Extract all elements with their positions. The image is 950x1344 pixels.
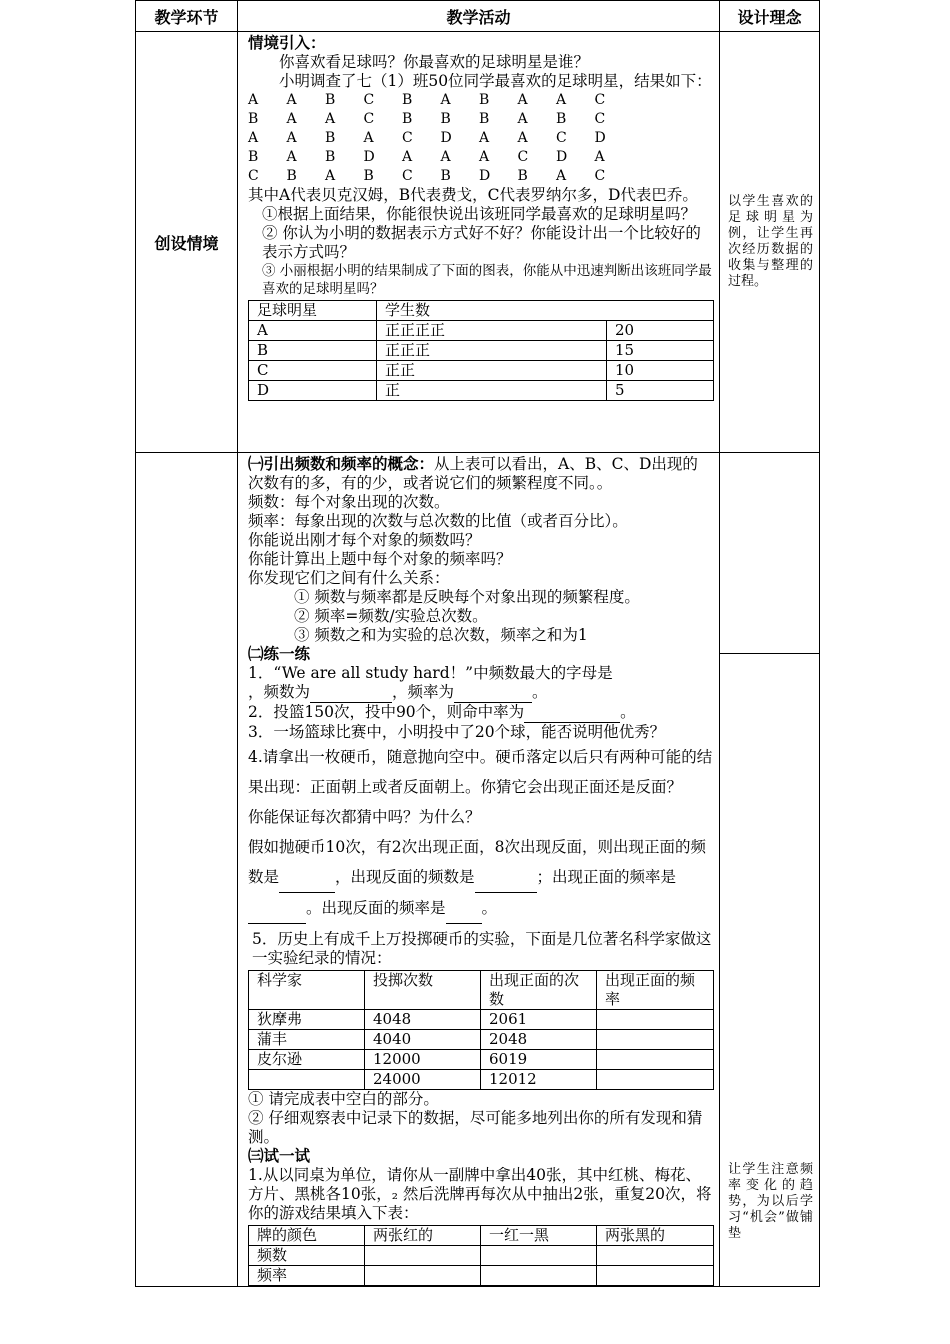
letter-cell: C — [517, 149, 529, 165]
coin-cell: 12000 — [365, 1050, 481, 1070]
letter-cell: A — [517, 111, 528, 127]
coin-cell: 4048 — [365, 1010, 481, 1030]
ask-3: 你发现它们之间有什么关系： — [248, 569, 450, 587]
card-blank-cell[interactable] — [481, 1246, 597, 1266]
coin-blank-cell[interactable] — [597, 1050, 714, 1070]
header-idea: 设计理念 — [720, 1, 820, 32]
letter-cell: A — [248, 130, 259, 146]
def-frequency: 频数：每个对象出现的次数。 — [248, 493, 450, 511]
count-cell: 10 — [607, 361, 714, 381]
task-2: ② 仔细观察表中记录下的数据，尽可能多地列出你的所有发现和猜测。 — [248, 1109, 703, 1146]
question-2: ② 你认为小明的数据表示方式好不好？你能设计出一个比较好的表示方式吗？ — [262, 224, 701, 261]
count-cell: 15 — [607, 341, 714, 361]
letter-cell: B — [248, 149, 259, 165]
table-row — [249, 321, 714, 341]
concepts-idea: 让学生注意频率变化的趋势，为以后学习“机会”做铺垫 — [728, 1162, 813, 1241]
star-table — [248, 300, 714, 401]
letter-row — [248, 110, 713, 129]
coin-blank-cell — [249, 1070, 365, 1090]
letter-cell: A — [286, 111, 297, 127]
table-row — [249, 381, 714, 401]
letter-cell: B — [556, 111, 567, 127]
coin-cell: 6019 — [481, 1050, 597, 1070]
exercise-5: 5．历史上有成千上万投掷硬币的实验，下面是几位著名科学家做这一实验纪录的情况： — [252, 930, 712, 967]
ask-2: 你能计算出上题中每个对象的频率吗？ — [248, 550, 512, 568]
situation-idea: 以学生喜欢的足球明星为例，让学生再次经历数据的收集与整理的过程。 — [728, 194, 813, 289]
coin-cell: 12012 — [481, 1070, 597, 1090]
ex1-end: 。 — [532, 683, 548, 701]
letter-cell: C — [594, 111, 606, 127]
blank-field[interactable] — [454, 683, 532, 703]
ask-1: 你能说出刚才每个对象的频数吗？ — [248, 531, 481, 549]
part1-title: ㈠引出频数和频率的概念： — [248, 455, 435, 473]
exercise-1a: 1．“We are all study hard！”中频数最大的字母是 — [248, 664, 613, 682]
tally-cell: 正正正正 — [377, 321, 607, 341]
relation-3: ③ 频数之和为实验的总次数，频率之和为1 — [294, 626, 588, 644]
exercise-4: 4.请拿出一枚硬币，随意抛向空中。硬币落定以后只有两种可能的结果出现：正面朝上或者反面朝上。你猜它会出现正面还是反面？ — [248, 748, 713, 796]
coin-header: 科学家 — [249, 971, 365, 1010]
coin-header: 出现正面的次数 — [481, 971, 597, 1010]
lesson-plan-table — [135, 0, 820, 1287]
ex1-label-rate: ，频率为 — [392, 683, 455, 701]
letter-cell: B — [402, 92, 413, 108]
letter-cell: B — [248, 111, 259, 127]
letter-cell: B — [286, 168, 297, 184]
header-row — [136, 1, 820, 32]
coin-blank-cell[interactable] — [597, 1070, 714, 1090]
situation-title: 情境引入： — [248, 34, 326, 52]
letter-cell: D — [479, 168, 491, 184]
ex4c-text-2: ，出现反面的频数是 — [335, 868, 475, 886]
letter-cell: B — [402, 111, 413, 127]
letter-cell: A — [517, 92, 528, 108]
coin-cell: 24000 — [365, 1070, 481, 1090]
try-1: 1.从以同桌为单位，请你从一副牌中拿出40张，其中红桃、梅花、方片、黑桃各10张，₂ 然后洗牌再每次从中抽出2张，重复20次，将你的游戏结果填入下表： — [248, 1166, 712, 1222]
count-cell: 5 — [607, 381, 714, 401]
card-blank-cell[interactable] — [365, 1246, 481, 1266]
coin-table — [248, 970, 714, 1090]
relation-1: ① 频数与频率都是反映每个对象出现的频繁程度。 — [294, 588, 640, 606]
card-blank-cell[interactable] — [597, 1246, 714, 1266]
card-blank-cell[interactable] — [481, 1266, 597, 1286]
letter-cell: D — [594, 130, 606, 146]
count-cell: 20 — [607, 321, 714, 341]
letter-cell: C — [594, 92, 606, 108]
coin-header: 投掷次数 — [365, 971, 481, 1010]
letter-cell: A — [479, 130, 490, 146]
card-row-label: 频数 — [249, 1246, 365, 1266]
blank-field[interactable] — [310, 683, 392, 703]
situation-content — [238, 32, 720, 453]
letter-cell: C — [402, 168, 413, 184]
blank-field[interactable] — [248, 893, 306, 924]
star-cell: A — [249, 321, 377, 341]
def-rate: 频率：每象出现的次数与总次数的比值（或者百分比）。 — [248, 512, 628, 530]
stage-empty — [136, 453, 238, 1287]
count-header: 学生数 — [377, 301, 714, 321]
letter-cell: B — [325, 130, 336, 146]
star-cell: B — [249, 341, 377, 361]
exercise-2 — [248, 703, 713, 723]
blank-field[interactable] — [524, 703, 620, 723]
ex2-text: 2．投篮150次，投中90个，则命中率为 — [248, 703, 525, 721]
letter-cell: B — [325, 149, 336, 165]
exercise-4b: 你能保证每次都猜中吗？为什么？ — [248, 808, 481, 826]
letter-cell: B — [363, 168, 374, 184]
ex2-end: 。 — [620, 703, 636, 721]
letter-cell: C — [363, 111, 375, 127]
letter-cell: B — [440, 168, 451, 184]
question-1: ①根据上面结果，你能很快说出该班同学最喜欢的足球明星吗？ — [262, 205, 697, 223]
blank-field[interactable] — [475, 862, 537, 893]
letter-cell: B — [440, 111, 451, 127]
letter-cell: A — [286, 149, 297, 165]
letter-cell: A — [594, 149, 605, 165]
section-concepts — [136, 453, 820, 1287]
card-header: 两张红的 — [365, 1226, 481, 1246]
table-row — [249, 1070, 714, 1090]
letter-cell: A — [479, 149, 490, 165]
letter-cell: B — [325, 92, 336, 108]
table-row — [249, 341, 714, 361]
part1-text: 从上表可以看出，A、B、C、D出现的次数有的多，有的少，或者说它们的频繁程度不同。。 — [248, 455, 698, 492]
letter-cell: D — [363, 149, 375, 165]
table-row — [249, 1266, 714, 1286]
letter-cell: A — [286, 92, 297, 108]
header-activity: 教学活动 — [238, 1, 720, 32]
coin-cell: 2061 — [481, 1010, 597, 1030]
table-row — [249, 1050, 714, 1070]
tally-cell: 正 — [377, 381, 607, 401]
blank-field[interactable] — [279, 862, 335, 893]
coin-cell: 4040 — [365, 1030, 481, 1050]
letter-cell: C — [402, 130, 413, 146]
letter-cell: A — [556, 168, 567, 184]
letter-cell: A — [325, 111, 336, 127]
coin-cell: 狄摩弗 — [249, 1010, 365, 1030]
letter-cell: A — [402, 149, 413, 165]
letter-row — [248, 167, 713, 186]
letter-cell: D — [556, 149, 568, 165]
letter-row — [248, 91, 713, 110]
coin-blank-cell[interactable] — [597, 1010, 714, 1030]
letter-cell: D — [440, 130, 452, 146]
star-cell: D — [249, 381, 377, 401]
ex4c-text-1: 假如抛硬币10次，有2次出现正面，8次出现反面，则出现正面的频数是 — [248, 838, 706, 886]
question-3: ③ 小丽根据小明的结果制成了下面的图表，你能从中迅速判断出该班同学最喜欢的足球明星吗？ — [262, 263, 712, 297]
letter-cell: C — [363, 92, 375, 108]
letter-cell: A — [325, 168, 336, 184]
idea-divider — [720, 453, 819, 654]
table-row — [249, 1010, 714, 1030]
letter-grid — [248, 91, 713, 186]
letter-cell: A — [248, 92, 259, 108]
letter-cell: A — [286, 130, 297, 146]
table-row — [249, 1246, 714, 1266]
coin-header: 出现正面的频率 — [597, 971, 714, 1010]
card-blank-cell[interactable] — [365, 1266, 481, 1286]
exercise-4c — [248, 832, 713, 924]
intro-line-2: 小明调查了七（1）班50位同学最喜欢的足球明星，结果如下： — [279, 72, 712, 90]
relation-2: ② 频率=频数/实验总次数。 — [294, 607, 488, 625]
lesson-plan-sheet — [135, 0, 819, 1344]
tally-cell: 正正 — [377, 361, 607, 381]
table-row — [249, 361, 714, 381]
situation-idea-cell — [720, 32, 820, 453]
star-cell: C — [249, 361, 377, 381]
letter-cell: C — [248, 168, 259, 184]
stage-label: 创设情境 — [136, 32, 238, 453]
star-header: 足球明星 — [249, 301, 377, 321]
card-header: 牌的颜色 — [249, 1226, 365, 1246]
part3-title: ㈢试一试 — [248, 1147, 311, 1165]
card-header: 两张黑的 — [597, 1226, 714, 1246]
blank-field[interactable] — [446, 893, 482, 924]
letter-row — [248, 129, 713, 148]
ex4c-text-5: 。 — [481, 899, 498, 917]
exercise-3: 3．一场篮球比赛中，小明投中了20个球，能否说明他优秀？ — [248, 723, 666, 741]
ex1-label-freq: ，频数为 — [248, 683, 311, 701]
ex4c-text-3: ；出现正面的频率是 — [536, 868, 677, 886]
section-situation — [136, 32, 820, 453]
ex4c-text-4: 。出现反面的频率是 — [306, 899, 446, 917]
letter-cell: A — [440, 149, 451, 165]
letter-cell: C — [594, 168, 606, 184]
coin-cell: 蒲丰 — [249, 1030, 365, 1050]
card-blank-cell[interactable] — [597, 1266, 714, 1286]
intro-line-1: 你喜欢看足球吗？你最喜欢的足球明星是谁？ — [279, 53, 590, 71]
card-table-header — [249, 1226, 714, 1246]
task-1: ① 请完成表中空白的部分。 — [248, 1090, 439, 1108]
letter-cell: A — [556, 92, 567, 108]
part2-title: ㈡练一练 — [248, 645, 311, 663]
letter-cell: B — [479, 111, 490, 127]
table-row — [249, 1030, 714, 1050]
letter-cell: B — [517, 168, 528, 184]
coin-table-header — [249, 971, 714, 1010]
concepts-idea-cell — [720, 453, 820, 1287]
card-row-label: 频率 — [249, 1266, 365, 1286]
letter-cell: A — [440, 92, 451, 108]
star-table-header — [249, 301, 714, 321]
card-table — [248, 1225, 714, 1286]
header-stage: 教学环节 — [136, 1, 238, 32]
concepts-content — [238, 453, 720, 1287]
letter-cell: B — [479, 92, 490, 108]
coin-cell: 2048 — [481, 1030, 597, 1050]
exercise-1b — [248, 683, 713, 703]
tally-cell: 正正正 — [377, 341, 607, 361]
card-header: 一红一黑 — [481, 1226, 597, 1246]
letter-row — [248, 148, 713, 167]
coin-cell: 皮尔逊 — [249, 1050, 365, 1070]
letter-cell: C — [556, 130, 567, 146]
letter-cell: A — [517, 130, 528, 146]
coin-blank-cell[interactable] — [597, 1030, 714, 1050]
legend-text: 其中A代表贝克汉姆，B代表费戈，C代表罗纳尔多，D代表巴乔。 — [248, 186, 698, 204]
letter-cell: A — [363, 130, 374, 146]
